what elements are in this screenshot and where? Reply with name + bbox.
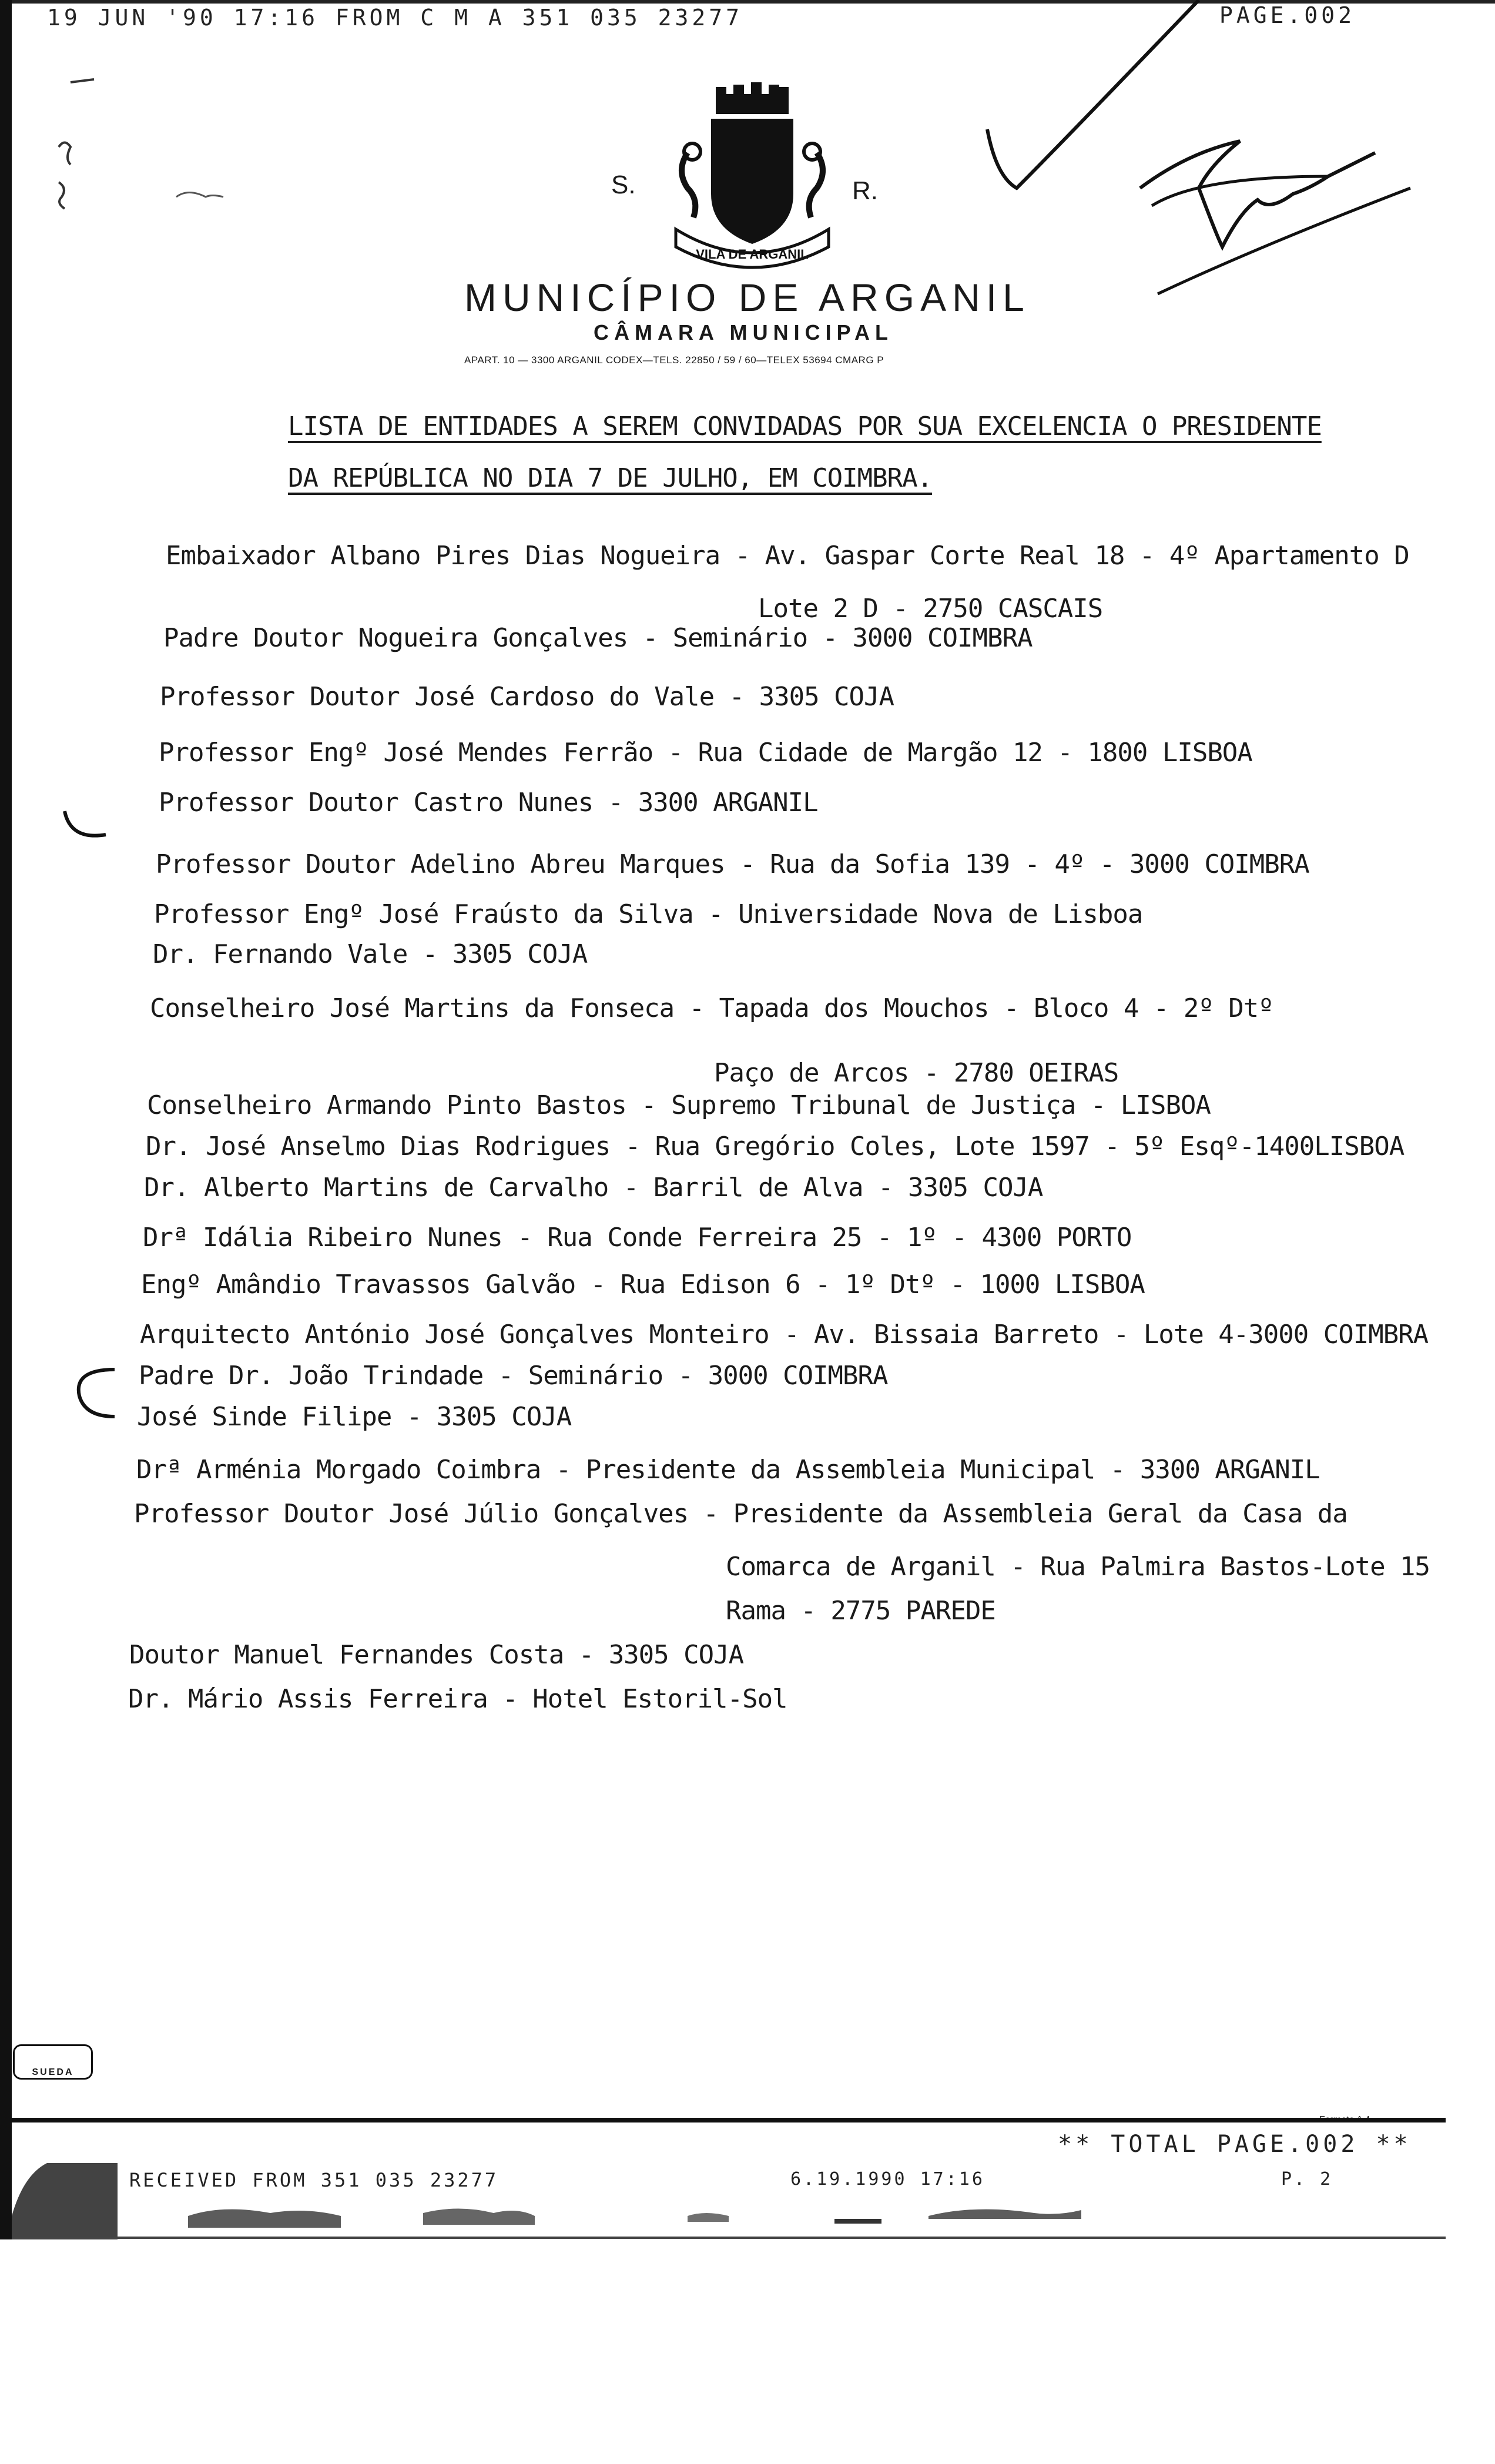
sueda-stamp-text: SUEDA [32, 2067, 74, 2077]
margin-check-mark-icon [59, 805, 118, 852]
sueda-stamp [13, 2044, 93, 2080]
fax-header-page: PAGE.002 [1219, 2, 1356, 28]
fax-received-date: 6.19.1990 17:16 [790, 2169, 985, 2190]
handwritten-signature-icon [964, 0, 1493, 306]
entry-pinto-bastos: Conselheiro Armando Pinto Bastos - Supremo Tribunal de Justiça - LISBOA [147, 1090, 1211, 1120]
entry-armenia-coimbra: Drª Arménia Morgado Coimbra - Presidente da Assembleia Municipal - 3300 ARGANIL [136, 1455, 1320, 1485]
crest-letter-right: R. [852, 176, 878, 205]
entry-mendes-ferrao: Professor Engº José Mendes Ferrão - Rua Cidade de Margão 12 - 1800 LISBOA [159, 738, 1252, 768]
entry-martins-fonseca: Conselheiro José Martins da Fonseca - Tapada dos Mouchos - Bloco 4 - 2º Dtº [150, 993, 1273, 1023]
crest-banner-text: VILA DE ARGANIL [696, 247, 809, 262]
fax-noise-band-icon [12, 2140, 1446, 2245]
entry-julio-goncalves: Professor Doutor José Júlio Gonçalves - Presidente da Assembleia Geral da Casa da [134, 1499, 1347, 1529]
entry-joao-trindade: Padre Dr. João Trindade - Seminário - 3000 COIMBRA [139, 1361, 888, 1391]
margin-scribble-icon [53, 65, 123, 241]
entry-martins-carvalho: Dr. Alberto Martins de Carvalho - Barril de Alva - 3305 COJA [144, 1173, 1043, 1203]
entry-julio-goncalves-cont-2: Rama - 2775 PAREDE [726, 1596, 995, 1626]
chamber-name: CÂMARA MUNICIPAL [594, 320, 893, 344]
entry-assis-ferreira: Dr. Mário Assis Ferreira - Hotel Estoril-Sol [128, 1684, 787, 1714]
municipal-crest-icon [652, 82, 852, 282]
fax-page-number: P. 2 [1281, 2169, 1333, 2190]
entry-goncalves-monteiro: Arquitecto António José Gonçalves Monteiro - Av. Bissaia Barreto - Lote 4-3000 COIMBRA [140, 1320, 1429, 1350]
fax-left-border [0, 0, 12, 2239]
document-title-line-2: DA REPÚBLICA NO DIA 7 DE JULHO, EM COIMBRA. [288, 463, 933, 493]
entry-fernandes-costa: Doutor Manuel Fernandes Costa - 3305 COJA [129, 1640, 744, 1670]
entry-martins-fonseca-cont: Paço de Arcos - 2780 OEIRAS [714, 1058, 1119, 1088]
fax-received-from: RECEIVED FROM 351 035 23277 [129, 2169, 499, 2191]
crest-letter-left: S. [611, 170, 636, 199]
entry-cardoso-vale: Professor Doutor José Cardoso do Vale - 3305 COJA [160, 682, 894, 712]
municipality-name: MUNICÍPIO DE ARGANIL [464, 276, 1030, 319]
entry-fernando-vale: Dr. Fernando Vale - 3305 COJA [153, 939, 588, 969]
entry-sinde-filipe: José Sinde Filipe - 3305 COJA [137, 1402, 572, 1432]
entry-albano-nogueira: Embaixador Albano Pires Dias Nogueira - Av. Gaspar Corte Real 18 - 4º Apartamento D [166, 541, 1409, 571]
entry-julio-goncalves-cont-1: Comarca de Arganil - Rua Palmira Bastos-Lote 15 [726, 1552, 1430, 1582]
entry-abreu-marques: Professor Doutor Adelino Abreu Marques - Rua da Sofia 139 - 4º - 3000 COIMBRA [156, 849, 1309, 879]
entry-frausto-silva: Professor Engº José Fraústo da Silva - Universidade Nova de Lisboa [154, 899, 1143, 929]
entry-nogueira-goncalves: Padre Doutor Nogueira Gonçalves - Seminário - 3000 COIMBRA [163, 623, 1033, 653]
entry-dias-rodrigues: Dr. José Anselmo Dias Rodrigues - Rua Gregório Coles, Lote 1597 - 5º Esqº-1400LISBOA [146, 1131, 1405, 1161]
entry-idalia-nunes: Drª Idália Ribeiro Nunes - Rua Conde Ferreira 25 - 1º - 4300 PORTO [143, 1223, 1132, 1253]
margin-bracket-mark-icon [68, 1364, 126, 1422]
document-title-line-1: LISTA DE ENTIDADES A SEREM CONVIDADAS POR SUA EXCELENCIA O PRESIDENTE [288, 411, 1322, 441]
margin-dash-icon [170, 176, 253, 212]
fax-bottom-band [12, 2118, 1446, 2122]
entry-travassos-galvao: Engº Amândio Travassos Galvão - Rua Edison 6 - 1º Dtº - 1000 LISBOA [141, 1270, 1145, 1300]
fax-header-left: 19 JUN '90 17:16 FROM C M A 351 035 23277 [47, 5, 743, 31]
entry-castro-nunes: Professor Doutor Castro Nunes - 3300 ARGANIL [159, 788, 818, 818]
fax-total-pages: ** TOTAL PAGE.002 ** [1058, 2131, 1412, 2158]
letterhead-address: APART. 10 — 3300 ARGANIL CODEX—TELS. 22850 / 59 / 60—TELEX 53694 CMARG P [464, 354, 884, 366]
entry-albano-nogueira-cont: Lote 2 D - 2750 CASCAIS [758, 594, 1103, 624]
